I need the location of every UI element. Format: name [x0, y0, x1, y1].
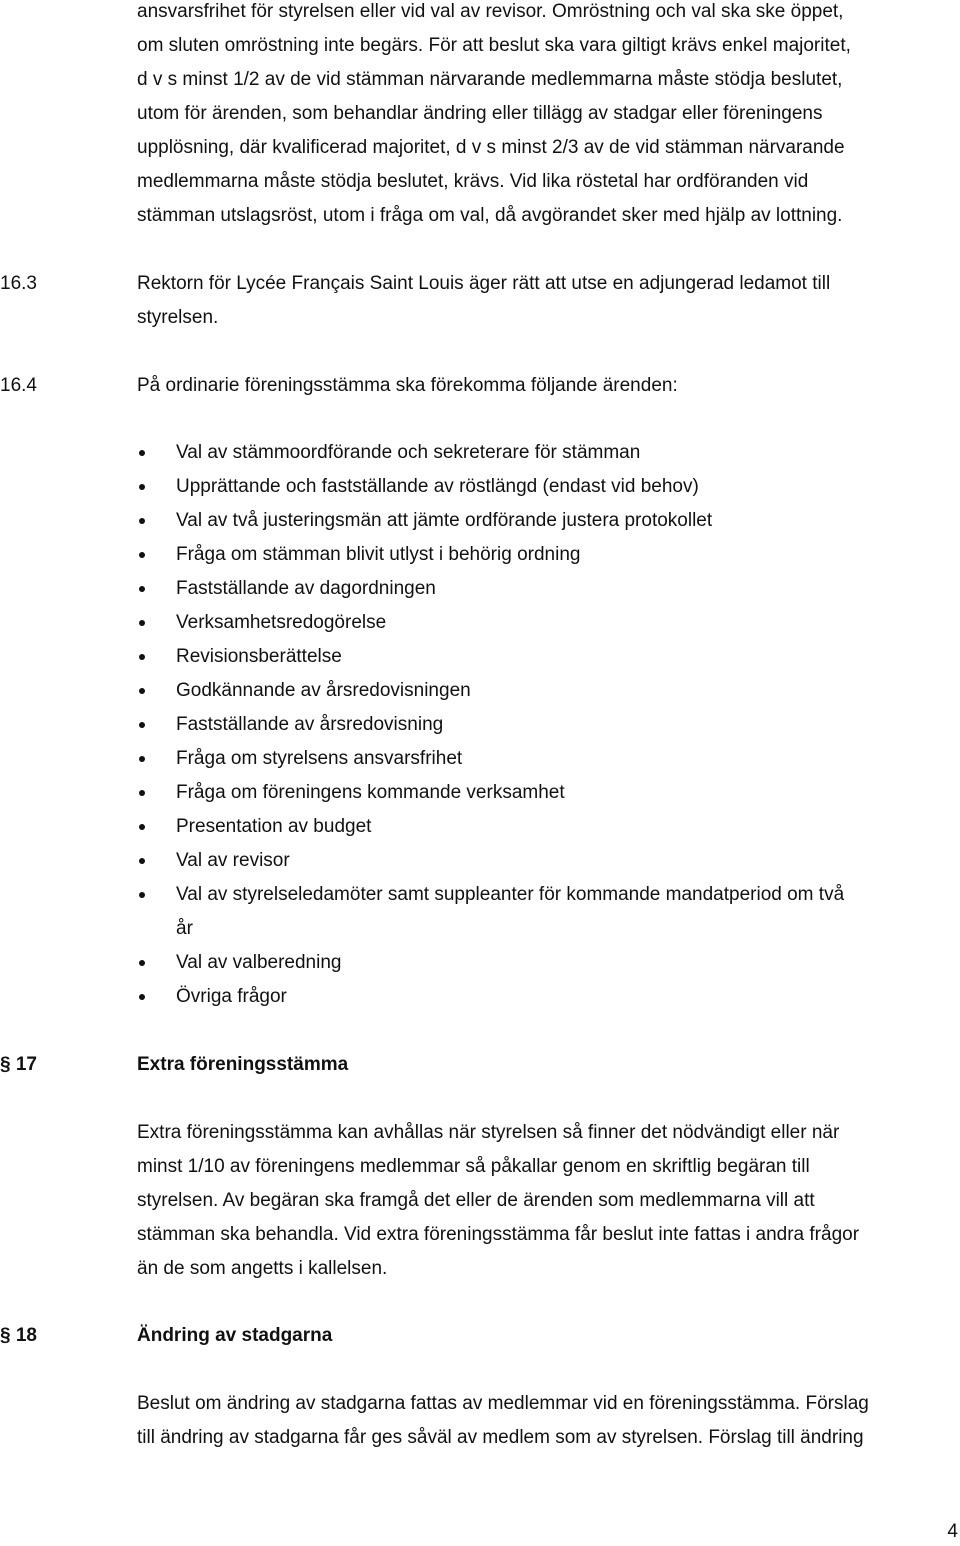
- section-line: Extra föreningsstämma kan avhållas när styrelsen så finner det nödvändigt eller när: [137, 1122, 840, 1143]
- section-line: till ändring av stadgarna får ges såväl av medlem som av styrelsen. Förslag till ändring: [137, 1427, 864, 1448]
- section-title: Ändring av stadgarna: [137, 1325, 333, 1346]
- list-item: Val av revisor: [176, 850, 290, 871]
- list-item: Val av två justeringsmän att jämte ordförande justera protokollet: [176, 510, 713, 531]
- list-item: Godkännande av årsredovisningen: [176, 680, 471, 701]
- clause-number: 16.4: [0, 375, 37, 396]
- bullet-icon: [139, 518, 145, 524]
- intro-line: d v s minst 1/2 av de vid stämman närvarande medlemmarna måste stödja beslutet,: [137, 69, 843, 90]
- list-item: Fastställande av årsredovisning: [176, 714, 444, 735]
- section-title: Extra föreningsstämma: [137, 1054, 349, 1075]
- page-number: 4: [947, 1521, 958, 1542]
- section-line: stämman ska behandla. Vid extra föreningsstämma får beslut inte fattas i andra frågor: [137, 1224, 860, 1245]
- bullet-icon: [139, 858, 145, 864]
- bullet-icon: [139, 824, 145, 830]
- list-item: Övriga frågor: [176, 986, 287, 1007]
- list-item: Verksamhetsredogörelse: [176, 612, 387, 633]
- bullet-icon: [139, 586, 145, 592]
- list-item: Val av stämmoordförande och sekreterare för stämman: [176, 442, 641, 463]
- bullet-icon: [139, 756, 145, 762]
- bullet-icon: [139, 892, 145, 898]
- list-item: Revisionsberättelse: [176, 646, 342, 667]
- clause-line: styrelsen.: [137, 307, 219, 328]
- list-item: Fastställande av dagordningen: [176, 578, 436, 599]
- section-number: § 17: [0, 1054, 37, 1075]
- section-line: än de som angetts i kallelsen.: [137, 1258, 388, 1279]
- intro-line: upplösning, där kvalificerad majoritet, d v s minst 2/3 av de vid stämman närvarande: [137, 137, 845, 158]
- bullet-icon: [139, 552, 145, 558]
- list-item: Upprättande och fastställande av röstlängd (endast vid behov): [176, 476, 699, 497]
- clause-line: Rektorn för Lycée Français Saint Louis äger rätt att utse en adjungerad ledamot till: [137, 273, 831, 294]
- clause-number: 16.3: [0, 273, 37, 294]
- bullet-icon: [139, 654, 145, 660]
- bullet-icon: [139, 450, 145, 456]
- clause-intro: På ordinarie föreningsstämma ska förekomma följande ärenden:: [137, 375, 678, 396]
- intro-line: utom för ärenden, som behandlar ändring eller tillägg av stadgar eller föreningens: [137, 103, 823, 124]
- list-item-continuation: år: [176, 918, 193, 939]
- list-item: Fråga om föreningens kommande verksamhet: [176, 782, 565, 803]
- bullet-icon: [139, 722, 145, 728]
- bullet-icon: [139, 688, 145, 694]
- bullet-icon: [139, 960, 145, 966]
- list-item: Fråga om stämman blivit utlyst i behörig ordning: [176, 544, 581, 565]
- bullet-icon: [139, 620, 145, 626]
- bullet-icon: [139, 790, 145, 796]
- bullet-icon: [139, 994, 145, 1000]
- list-item: Val av valberedning: [176, 952, 342, 973]
- intro-line: medlemmarna måste stödja beslutet, krävs. Vid lika röstetal har ordföranden vid: [137, 171, 809, 192]
- intro-line: om sluten omröstning inte begärs. För att beslut ska vara giltigt krävs enkel majoritet,: [137, 35, 851, 56]
- section-line: minst 1/10 av föreningens medlemmar så påkallar genom en skriftlig begäran till: [137, 1156, 810, 1177]
- bullet-icon: [139, 484, 145, 490]
- intro-line: stämman utslagsröst, utom i fråga om val, då avgörandet sker med hjälp av lottning.: [137, 205, 843, 226]
- section-line: Beslut om ändring av stadgarna fattas av medlemmar vid en föreningsstämma. Förslag: [137, 1393, 869, 1414]
- list-item: Fråga om styrelsens ansvarsfrihet: [176, 748, 463, 769]
- intro-line: ansvarsfrihet för styrelsen eller vid val av revisor. Omröstning och val ska ske öppet,: [137, 1, 844, 22]
- list-item: Val av styrelseledamöter samt suppleanter för kommande mandatperiod om två: [176, 884, 845, 905]
- section-line: styrelsen. Av begäran ska framgå det eller de ärenden som medlemmarna vill att: [137, 1190, 815, 1211]
- section-number: § 18: [0, 1325, 37, 1346]
- list-item: Presentation av budget: [176, 816, 372, 837]
